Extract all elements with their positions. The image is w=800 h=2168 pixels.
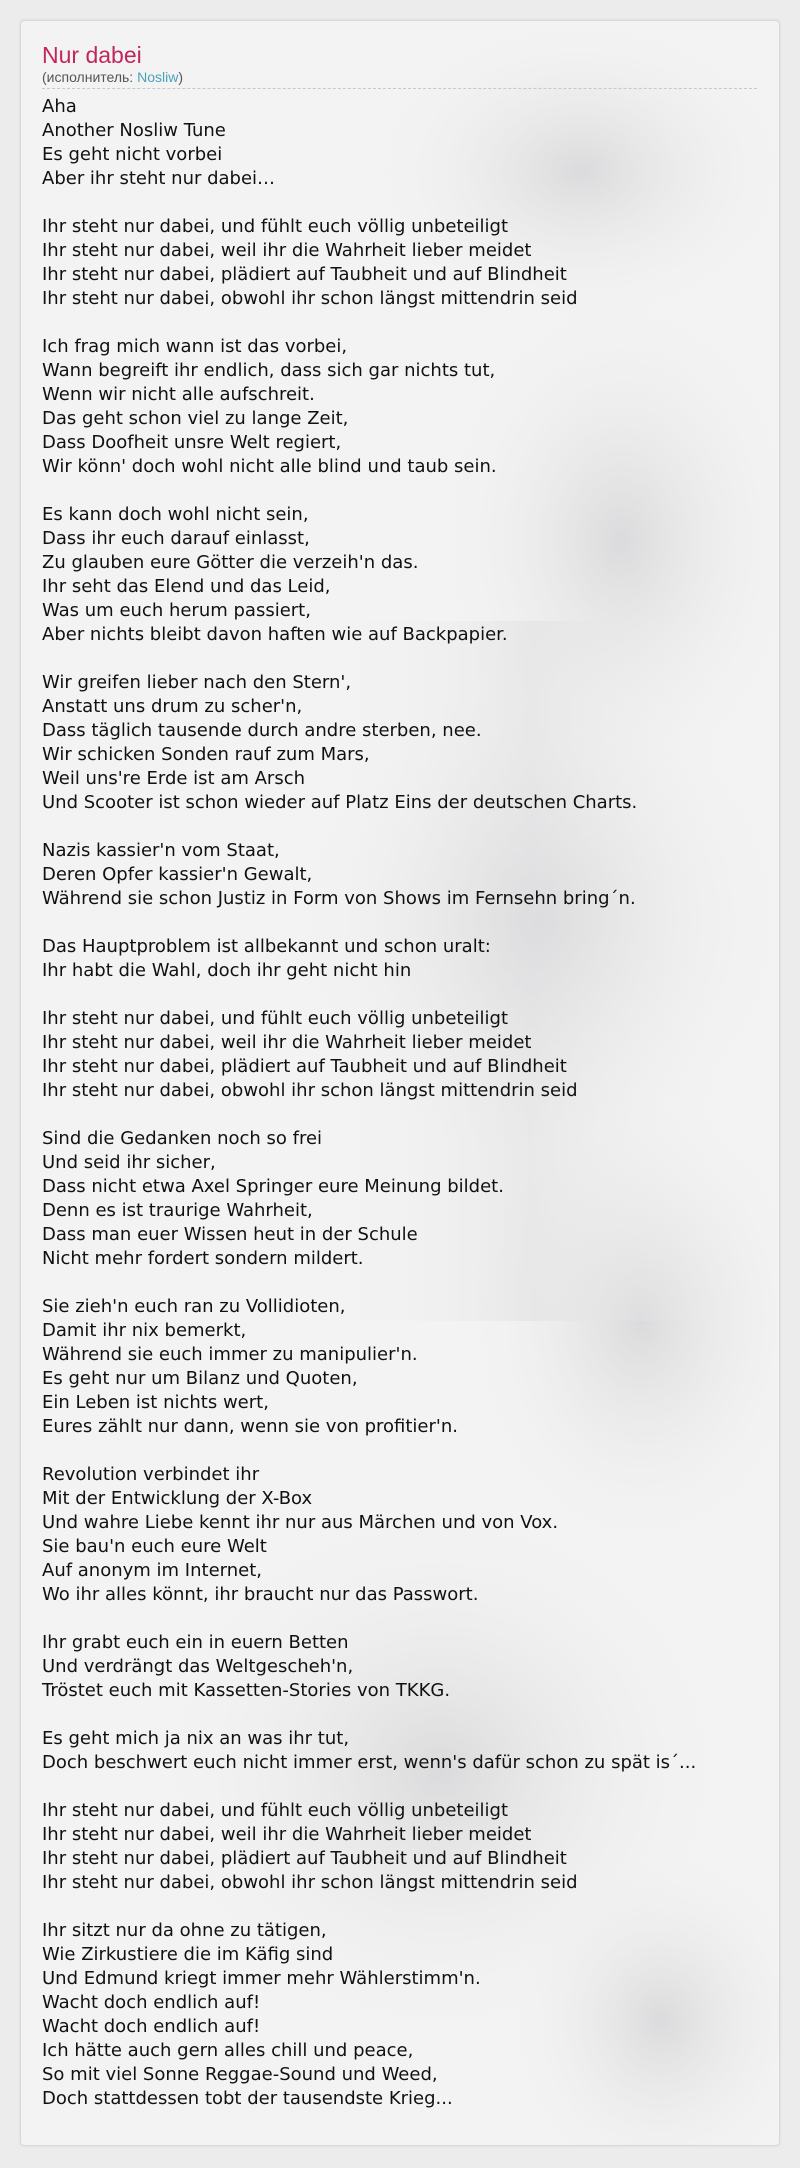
stanza-gap	[42, 983, 759, 1007]
byline-prefix: (исполнитель:	[42, 69, 138, 85]
stanza-gap	[42, 479, 759, 503]
lyric-line: Ihr steht nur dabei, obwohl ihr schon längst mittendrin seid	[42, 1872, 578, 1893]
lyric-line: Ihr steht nur dabei, plädiert auf Taubheit und auf Blindheit	[42, 1848, 567, 1869]
lyrics-body	[42, 95, 759, 2111]
lyric-line: Und Edmund kriegt immer mehr Wählerstimm'n.	[42, 1968, 481, 1989]
lyric-line: Ihr sitzt nur da ohne zu tätigen,	[42, 1920, 327, 1941]
lyric-line: Ihr steht nur dabei, weil ihr die Wahrheit lieber meidet	[42, 1032, 532, 1053]
stanza-gap	[42, 1439, 759, 1463]
stanza-gap	[42, 311, 759, 335]
stanza-gap	[42, 815, 759, 839]
lyric-line: Dass nicht etwa Axel Springer eure Meinung bildet.	[42, 1176, 504, 1197]
lyric-line: Wenn wir nicht alle aufschreit.	[42, 384, 315, 405]
lyric-line: So mit viel Sonne Reggae-Sound und Weed,	[42, 2064, 438, 2085]
lyric-line: Ihr steht nur dabei, plädiert auf Taubheit und auf Blindheit	[42, 1056, 567, 1077]
lyric-line: Was um euch herum passiert,	[42, 600, 311, 621]
stanza-gap	[42, 1895, 759, 1919]
lyric-line: Und Scooter ist schon wieder auf Platz Eins der deutschen Charts.	[42, 792, 638, 813]
lyric-line: Ein Leben ist nichts wert,	[42, 1392, 269, 1413]
lyric-line: Und seid ihr sicher,	[42, 1152, 216, 1173]
stanza-gap	[42, 1271, 759, 1295]
lyric-line: Anstatt uns drum zu scher'n,	[42, 696, 303, 717]
lyric-line: Auf anonym im Internet,	[42, 1560, 262, 1581]
lyric-line: Aber ihr steht nur dabei…	[42, 168, 276, 189]
stanza-gap	[42, 191, 759, 215]
lyric-line: Another Nosliw Tune	[42, 120, 226, 141]
lyric-line: Nazis kassier'n vom Staat,	[42, 840, 280, 861]
lyric-line: Und wahre Liebe kennt ihr nur aus Märchen und von Vox.	[42, 1512, 559, 1533]
lyric-line: Es geht mich ja nix an was ihr tut,	[42, 1728, 350, 1749]
lyric-line: Wir greifen lieber nach den Stern',	[42, 672, 352, 693]
stanza-gap	[42, 911, 759, 935]
song-byline	[42, 69, 757, 89]
lyric-line: Ihr steht nur dabei, und fühlt euch völlig unbeteiligt	[42, 1008, 509, 1029]
lyric-line: Doch beschwert euch nicht immer erst, wenn's dafür schon zu spät is´...	[42, 1752, 697, 1773]
lyric-line: Wacht doch endlich auf!	[42, 2016, 261, 2037]
stanza-gap	[42, 647, 759, 671]
lyric-line: Es kann doch wohl nicht sein,	[42, 504, 309, 525]
lyric-line: Wie Zirkustiere die im Käfig sind	[42, 1944, 334, 1965]
stanza-gap	[42, 1703, 759, 1727]
lyric-line: Ihr steht nur dabei, und fühlt euch völlig unbeteiligt	[42, 1800, 509, 1821]
lyric-line: Ich frag mich wann ist das vorbei,	[42, 336, 348, 357]
lyric-line: Aber nichts bleibt davon haften wie auf Backpapier.	[42, 624, 508, 645]
lyric-line: Wir könn' doch wohl nicht alle blind und taub sein.	[42, 456, 497, 477]
song-title: Nur dabei	[42, 42, 142, 68]
stanza-gap	[42, 1775, 759, 1799]
lyric-line: Ihr habt die Wahl, doch ihr geht nicht hin	[42, 960, 412, 981]
lyric-line: Ich hätte auch gern alles chill und peace,	[42, 2040, 414, 2061]
lyric-line: Während sie euch immer zu manipulier'n.	[42, 1344, 418, 1365]
lyric-line: Damit ihr nix bemerkt,	[42, 1320, 247, 1341]
lyric-line: Dass man euer Wissen heut in der Schule	[42, 1224, 418, 1245]
lyric-line: Denn es ist traurige Wahrheit,	[42, 1200, 313, 1221]
lyric-line: Eures zählt nur dann, wenn sie von profitier'n.	[42, 1416, 458, 1437]
byline-suffix: )	[178, 69, 183, 85]
lyric-line: Weil uns're Erde ist am Arsch	[42, 768, 306, 789]
lyric-line: Wo ihr alles könnt, ihr braucht nur das Passwort.	[42, 1584, 479, 1605]
lyric-line: Es geht nur um Bilanz und Quoten,	[42, 1368, 358, 1389]
lyric-line: Sie bau'n euch eure Welt	[42, 1536, 267, 1557]
lyric-line: Zu glauben eure Götter die verzeih'n das.	[42, 552, 419, 573]
lyric-line: Ihr steht nur dabei, plädiert auf Taubheit und auf Blindheit	[42, 264, 567, 285]
lyric-line: Deren Opfer kassier'n Gewalt,	[42, 864, 313, 885]
lyric-line: Ihr grabt euch ein in euern Betten	[42, 1632, 349, 1653]
lyric-line: Ihr steht nur dabei, und fühlt euch völlig unbeteiligt	[42, 216, 509, 237]
stanza-gap	[42, 1103, 759, 1127]
lyric-line: Dass täglich tausende durch andre sterben, nee.	[42, 720, 482, 741]
lyric-line: Ihr steht nur dabei, obwohl ihr schon längst mittendrin seid	[42, 288, 578, 309]
lyric-line: Aha	[42, 96, 77, 117]
song-content	[21, 21, 779, 2111]
lyric-line: Ihr steht nur dabei, weil ihr die Wahrheit lieber meidet	[42, 240, 532, 261]
lyric-line: Ihr seht das Elend und das Leid,	[42, 576, 331, 597]
lyric-line: Das Hauptproblem ist allbekannt und schon uralt:	[42, 936, 491, 957]
lyric-line: Während sie schon Justiz in Form von Shows im Fernsehn bring´n.	[42, 888, 636, 909]
lyric-line: Nicht mehr fordert sondern mildert.	[42, 1248, 364, 1269]
lyric-line: Sind die Gedanken noch so frei	[42, 1128, 323, 1149]
lyric-line: Mit der Entwicklung der X-Box	[42, 1488, 313, 1509]
lyric-line: Und verdrängt das Weltgescheh'n,	[42, 1656, 354, 1677]
stanza-gap	[42, 1607, 759, 1631]
lyric-line: Doch stattdessen tobt der tausendste Krieg...	[42, 2088, 453, 2109]
lyric-line: Sie zieh'n euch ran zu Vollidioten,	[42, 1296, 346, 1317]
lyric-line: Das geht schon viel zu lange Zeit,	[42, 408, 349, 429]
lyric-line: Tröstet euch mit Kassetten-Stories von TKKG.	[42, 1680, 451, 1701]
lyric-line: Es geht nicht vorbei	[42, 144, 223, 165]
lyric-line: Wir schicken Sonden rauf zum Mars,	[42, 744, 370, 765]
lyrics-card	[20, 20, 780, 2146]
lyric-line: Ihr steht nur dabei, weil ihr die Wahrheit lieber meidet	[42, 1824, 532, 1845]
lyric-line: Dass Doofheit unsre Welt regiert,	[42, 432, 342, 453]
lyric-line: Ihr steht nur dabei, obwohl ihr schon längst mittendrin seid	[42, 1080, 578, 1101]
lyric-line: Wacht doch endlich auf!	[42, 1992, 261, 2013]
lyric-line: Dass ihr euch darauf einlasst,	[42, 528, 310, 549]
lyric-line: Wann begreift ihr endlich, dass sich gar nichts tut,	[42, 360, 496, 381]
artist-link[interactable]: Nosliw	[137, 69, 179, 85]
lyric-line: Revolution verbindet ihr	[42, 1464, 260, 1485]
